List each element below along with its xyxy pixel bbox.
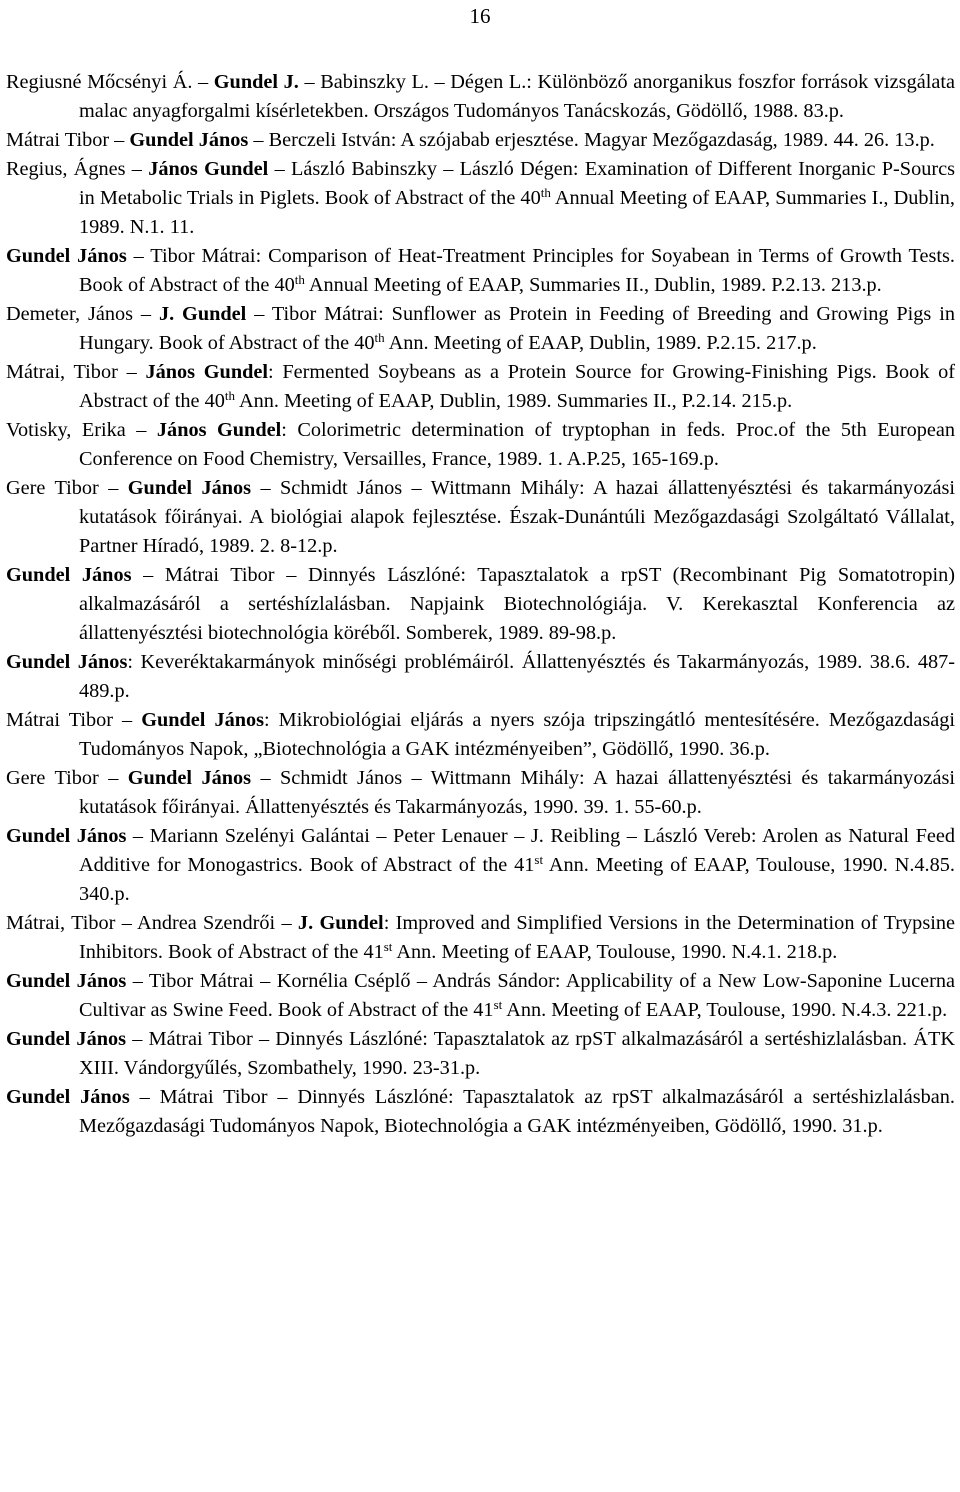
reference-text: Gere Tibor – — [6, 477, 128, 499]
reference-text: – Schmidt János – Wittmann Mihály: A hazai állattenyésztési és takarmányozási kutatások főirányai. Állattenyésztés és Takarmányozás, 1990. 39. 1. 55-60.p. — [79, 767, 955, 818]
reference-text: Annual Meeting of EAAP, Summaries I., Dublin, 1989. N.1. 11. — [79, 187, 955, 238]
reference-list — [6, 68, 955, 1141]
reference-text: Annual Meeting of EAAP, Summaries II., Dublin, 1989. P.2.13. 213.p. — [304, 274, 882, 296]
reference-text: Votisky, Erika – — [6, 419, 157, 441]
reference-entry — [6, 474, 955, 561]
author-highlight: J. Gundel — [158, 303, 247, 325]
reference-entry — [6, 155, 955, 242]
reference-entry — [6, 764, 955, 822]
author-highlight: Gundel János — [127, 767, 252, 789]
reference-text: Ann. Meeting of EAAP, Toulouse, 1990. N.4.3. 221.p. — [502, 999, 948, 1021]
reference-entry — [6, 416, 955, 474]
reference-text: Regius, Ágnes – — [6, 158, 149, 180]
reference-text: Demeter, János – — [6, 303, 159, 325]
reference-entry — [6, 68, 955, 126]
reference-entry — [6, 706, 955, 764]
reference-entry — [6, 967, 955, 1025]
reference-entry — [6, 822, 955, 909]
ordinal-suffix: th — [540, 184, 551, 200]
reference-text: – Babinszky L. – Dégen L.: Különböző anorganikus foszfor források vizsgálata malac anyagforgalmi kísérletekben. Országos Tudományos Tanácskozás, Gödöllő, 1988. 83.p. — [79, 71, 955, 122]
author-highlight: Gundel János — [141, 709, 265, 731]
author-highlight: János Gundel — [148, 158, 269, 180]
author-highlight: J. Gundel — [297, 912, 384, 934]
author-highlight: Gundel János — [127, 477, 252, 499]
reference-entry — [6, 1025, 955, 1083]
author-highlight: Gundel János — [129, 129, 249, 151]
author-highlight: Gundel János — [6, 1086, 130, 1108]
reference-text: – Mátrai Tibor – Dinnyés Lászlóné: Tapasztalatok a rpST (Recombinant Pig Somatotropin) alkalmazásáról a sertéshízlalásban. Napjaink Biotechnológiája. V. Kerekasztal Konferencia az állattenyésztési biotechnológia köréből. Somberek, 1989. 89-98.p. — [79, 564, 955, 644]
author-highlight: Gundel János — [6, 1028, 127, 1050]
reference-text: Ann. Meeting of EAAP, Toulouse, 1990. N.4.1. 218.p. — [392, 941, 838, 963]
reference-text: – László Babinszky – László Dégen: Examination of Different Inorganic P-Sourcs in Metabolic Trials in Piglets. Book of Abstract of the 40 — [79, 158, 955, 209]
reference-entry — [6, 126, 955, 155]
reference-text: – Tibor Mátrai – Kornélia Cséplő – András Sándor: Applicability of a New Low-Saponine Lucerna Cultivar as Swine Feed. Book of Abstract of the 41 — [79, 970, 955, 1021]
ordinal-suffix: st — [493, 996, 503, 1012]
reference-text: Regiusné Mőcsényi Á. – — [6, 71, 214, 93]
ordinal-suffix: th — [374, 329, 385, 345]
author-highlight: Gundel János — [6, 970, 127, 992]
reference-entry — [6, 561, 955, 648]
reference-entry — [6, 909, 955, 967]
reference-text: – Mariann Szelényi Galántai – Peter Lenauer – J. Reibling – László Vereb: Arolen as Natural Feed Additive for Monogastrics. Book of Abstract of the 41 — [79, 825, 955, 876]
reference-text: Ann. Meeting of EAAP, Dublin, 1989. P.2.15. 217.p. — [384, 332, 817, 354]
reference-text: : Mikrobiológiai eljárás a nyers szója tripszingátló mentesítésére. Mezőgazdasági Tudományos Napok, „Biotechnológia a GAK intézményeiben”, Gödöllő, 1990. 36.p. — [79, 709, 955, 760]
reference-text: – Schmidt János – Wittmann Mihály: A hazai állattenyésztési és takarmányozási kutatások főirányai. A biológiai alapok fejlesztése. Észak-Dunántúli Mezőgazdasági Szolgáltató Vállalat, Partner Híradó, 1989. 2. 8-12.p. — [79, 477, 955, 557]
page-number: 16 — [469, 4, 491, 28]
author-highlight: Gundel J. — [213, 71, 299, 93]
author-highlight: Gundel János — [6, 564, 132, 586]
author-highlight: János Gundel — [156, 419, 282, 441]
reference-text: Mátrai, Tibor – — [6, 361, 146, 383]
reference-text: – Tibor Mátrai: Comparison of Heat-Treatment Principles for Soyabean in Terms of Growth Tests. Book of Abstract of the 40 — [79, 245, 955, 296]
reference-text: : Fermented Soybeans as a Protein Source for Growing-Finishing Pigs. Book of Abstract of the 40 — [79, 361, 955, 412]
reference-text: – Mátrai Tibor – Dinnyés Lászlóné: Tapasztalatok az rpST alkalmazásáról a sertéshizlalásban. ÁTK XIII. Vándorgyűlés, Szombathely, 1990. 23-31.p. — [79, 1028, 955, 1079]
reference-entry — [6, 300, 955, 358]
reference-entry — [6, 1083, 955, 1141]
reference-text: : Colorimetric determination of tryptophan in feds. Proc.of the 5th European Conference on Food Chemistry, Versailles, France, 1989. 1. A.P.25, 165-169.p. — [79, 419, 955, 470]
reference-entry — [6, 242, 955, 300]
author-highlight: Gundel János — [6, 825, 127, 847]
reference-text: Mátrai Tibor – — [6, 709, 142, 731]
author-highlight: Gundel János — [6, 245, 127, 267]
reference-text: Ann. Meeting of EAAP, Toulouse, 1990. N.4.85. 340.p. — [79, 854, 955, 905]
reference-text: Mátrai Tibor – — [6, 129, 130, 151]
ordinal-suffix: st — [383, 938, 393, 954]
author-highlight: János Gundel — [145, 361, 269, 383]
reference-text: : Keveréktakarmányok minőségi problémáiról. Állattenyésztés és Takarmányozás, 1989. 38.6. 487-489.p. — [79, 651, 955, 702]
reference-text: : Improved and Simplified Versions in the Determination of Trypsine Inhibitors. Book of Abstract of the 41 — [79, 912, 955, 963]
reference-text: Gere Tibor – — [6, 767, 128, 789]
reference-entry — [6, 358, 955, 416]
reference-text: Mátrai, Tibor – Andrea Szendrői – — [6, 912, 298, 934]
reference-entry — [6, 648, 955, 706]
author-highlight: Gundel János — [6, 651, 128, 673]
reference-text: – Tibor Mátrai: Sunflower as Protein in Feeding of Breeding and Growing Pigs in Hungary. Book of Abstract of the 40 — [79, 303, 955, 354]
reference-text: Ann. Meeting of EAAP, Dublin, 1989. Summaries II., P.2.14. 215.p. — [235, 390, 793, 412]
ordinal-suffix: st — [534, 851, 544, 867]
reference-text: – Mátrai Tibor – Dinnyés Lászlóné: Tapasztalatok az rpST alkalmazásáról a sertéshizlalásban. Mezőgazdasági Tudományos Napok, Biotechnológia a GAK intézményeiben, Gödöllő, 1990. 31.p. — [79, 1086, 955, 1137]
ordinal-suffix: th — [294, 271, 305, 287]
ordinal-suffix: th — [224, 387, 235, 403]
reference-text: – Berczeli István: A szójabab erjesztése. Magyar Mezőgazdaság, 1989. 44. 26. 13.p. — [248, 129, 935, 151]
